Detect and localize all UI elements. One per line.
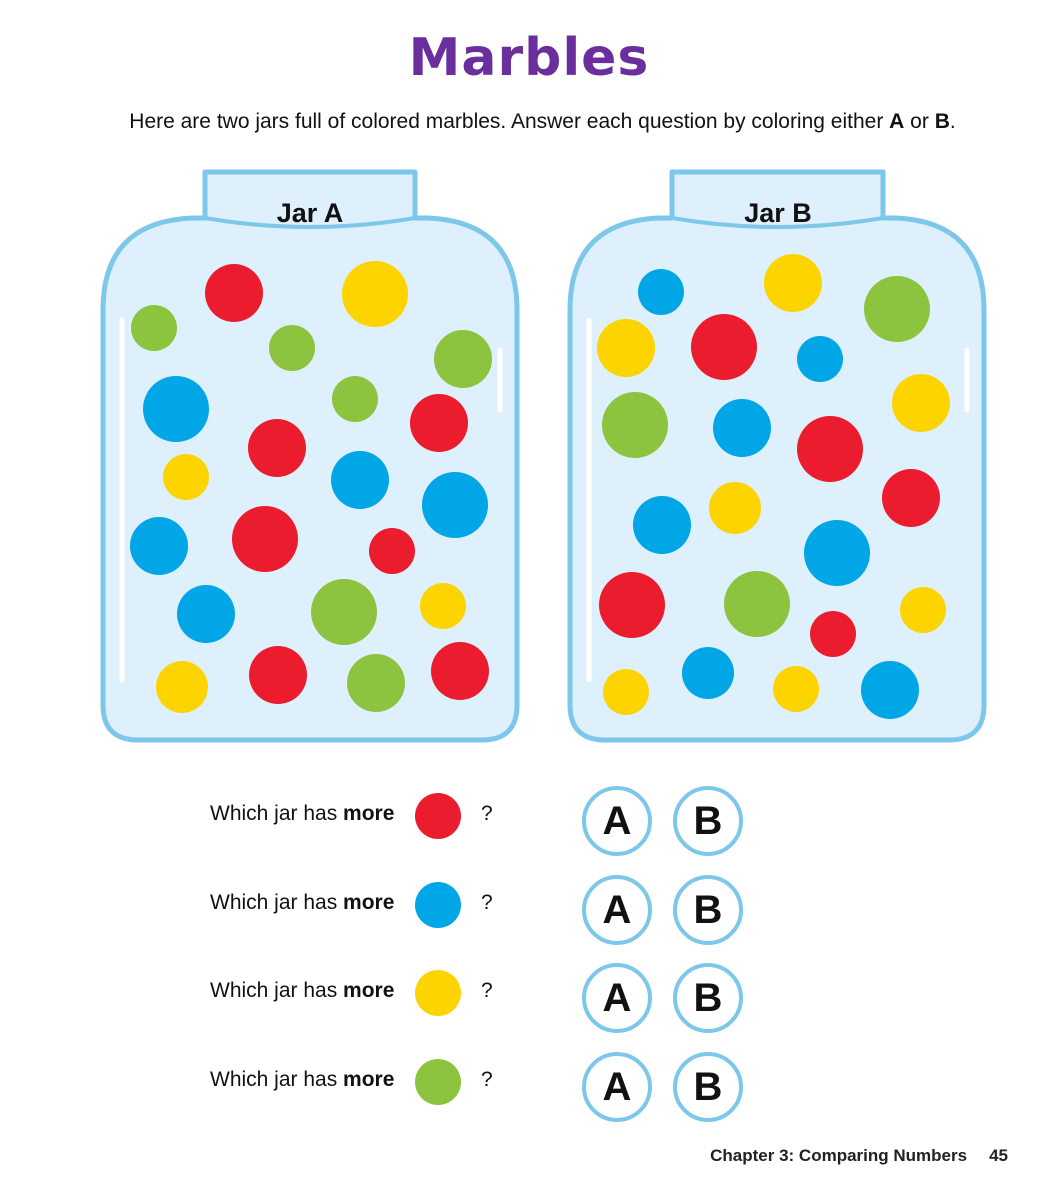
answer-a-button[interactable]: A: [582, 963, 652, 1033]
question-emphasis: more: [343, 979, 395, 1002]
marble-blue: [638, 269, 684, 315]
answer-a-button[interactable]: A: [582, 1052, 652, 1122]
instructions-option-a: A: [889, 110, 905, 133]
question-mark: ?: [481, 891, 493, 914]
marble-blue: [804, 520, 870, 586]
marble-red: [248, 419, 306, 477]
marble-yellow: [764, 254, 822, 312]
marble-red: [691, 314, 757, 380]
question-prefix: Which jar has: [210, 1068, 344, 1091]
question-row-blue: [0, 875, 1058, 935]
marble-red: [249, 646, 307, 704]
question-text: [210, 1068, 394, 1092]
marble-yellow: [603, 669, 649, 715]
marble-blue: [130, 517, 188, 575]
instructions: [0, 110, 1058, 134]
page-title: Marbles: [408, 28, 650, 88]
marble-blue: [633, 496, 691, 554]
marble-jars: [0, 160, 1058, 750]
question-row-red: [0, 786, 1058, 846]
answer-a-button[interactable]: A: [582, 786, 652, 856]
marble-yellow: [773, 666, 819, 712]
question-emphasis: more: [343, 802, 395, 825]
red-marble-icon: [415, 793, 461, 839]
question-mark: ?: [481, 1068, 493, 1091]
marble-green: [864, 276, 930, 342]
question-prefix: Which jar has: [210, 802, 344, 825]
jar-b-label: Jar B: [744, 198, 812, 228]
marble-blue: [861, 661, 919, 719]
page-number: 45: [989, 1146, 1008, 1165]
marble-green: [347, 654, 405, 712]
marble-blue: [331, 451, 389, 509]
marble-blue: [713, 399, 771, 457]
marble-green: [724, 571, 790, 637]
question-mark: ?: [481, 802, 493, 825]
marble-blue: [143, 376, 209, 442]
question-text: [210, 979, 394, 1003]
marble-red: [599, 572, 665, 638]
instructions-text: Here are two jars full of colored marbles. Answer each question by coloring either: [129, 110, 890, 133]
marble-green: [434, 330, 492, 388]
jar-b: [570, 172, 984, 740]
marble-red: [810, 611, 856, 657]
marble-red: [232, 506, 298, 572]
marble-yellow: [156, 661, 208, 713]
yellow-marble-icon: [415, 970, 461, 1016]
marble-blue: [682, 647, 734, 699]
marble-yellow: [709, 482, 761, 534]
marble-yellow: [163, 454, 209, 500]
question-prefix: Which jar has: [210, 891, 344, 914]
marble-yellow: [892, 374, 950, 432]
answer-a-button[interactable]: A: [582, 875, 652, 945]
marble-red: [369, 528, 415, 574]
question-text: [210, 802, 394, 826]
marble-blue: [177, 585, 235, 643]
question-row-yellow: [0, 963, 1058, 1023]
marble-green: [131, 305, 177, 351]
marble-red: [410, 394, 468, 452]
question-text: [210, 891, 394, 915]
marble-yellow: [420, 583, 466, 629]
green-marble-icon: [415, 1059, 461, 1105]
jar-a: [103, 172, 517, 740]
question-row-green: [0, 1052, 1058, 1112]
marble-red: [797, 416, 863, 482]
marble-yellow: [597, 319, 655, 377]
question-mark: ?: [481, 979, 493, 1002]
blue-marble-icon: [415, 882, 461, 928]
answer-b-button[interactable]: B: [673, 875, 743, 945]
marble-green: [602, 392, 668, 458]
marble-green: [311, 579, 377, 645]
instructions-option-b: B: [934, 110, 950, 133]
answer-b-button[interactable]: B: [673, 963, 743, 1033]
question-emphasis: more: [343, 1068, 395, 1091]
jar-a-label: Jar A: [276, 198, 344, 228]
answer-b-button[interactable]: B: [673, 1052, 743, 1122]
question-prefix: Which jar has: [210, 979, 344, 1002]
question-emphasis: more: [343, 891, 395, 914]
answer-b-button[interactable]: B: [673, 786, 743, 856]
marble-red: [882, 469, 940, 527]
page-footer: [710, 1146, 1008, 1166]
instructions-end: .: [949, 110, 956, 133]
marble-blue: [422, 472, 488, 538]
marble-yellow: [342, 261, 408, 327]
marble-red: [205, 264, 263, 322]
marble-yellow: [900, 587, 946, 633]
marble-red: [431, 642, 489, 700]
marble-green: [332, 376, 378, 422]
chapter-title: Chapter 3: Comparing Numbers: [710, 1146, 968, 1165]
marble-green: [269, 325, 315, 371]
marble-blue: [797, 336, 843, 382]
instructions-or: or: [904, 110, 935, 133]
